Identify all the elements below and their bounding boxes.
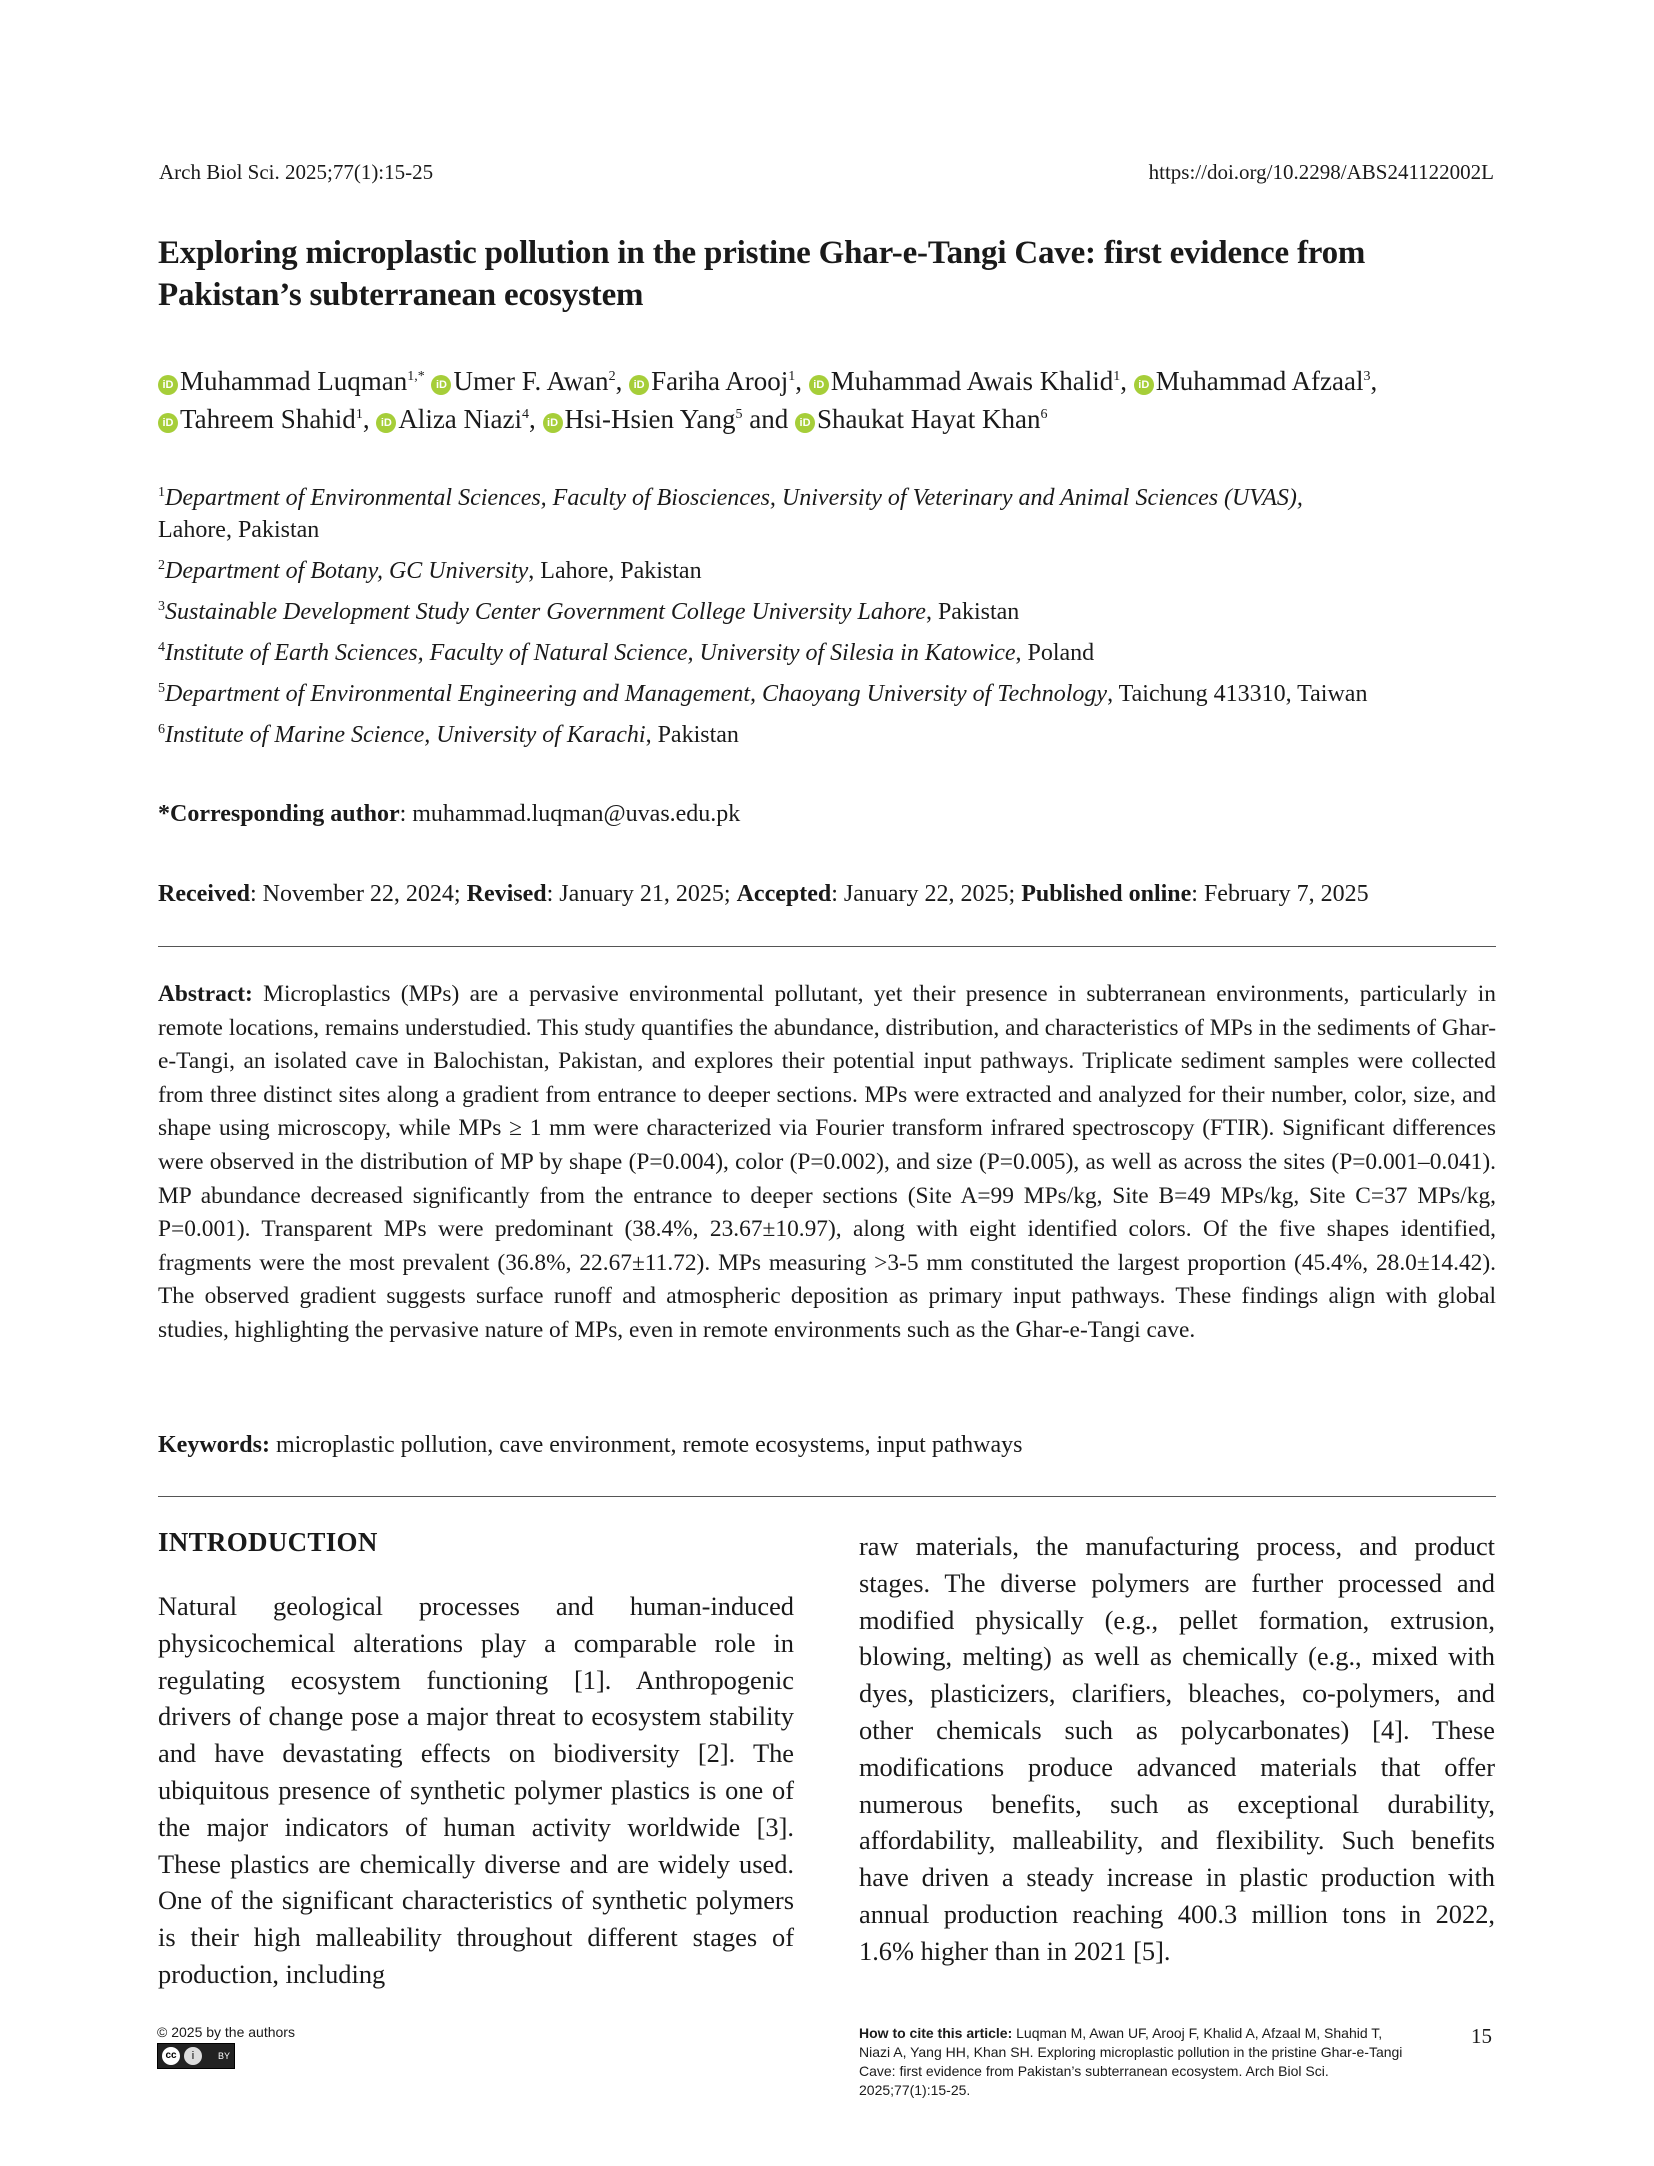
author-entry [809,366,1134,396]
accepted-date: : January 22, 2025; [831,881,1022,907]
doi-link[interactable]: https://doi.org/10.2298/ABS241122002L [1148,160,1494,184]
keywords-label: Keywords: [158,1432,270,1458]
author-name: Umer F. Awan [453,366,609,396]
affiliation-item [158,719,1503,751]
section-heading-introduction: INTRODUCTION [158,1527,378,1557]
affiliation-institution: Department of Botany, GC University [165,558,529,584]
affiliation-location: Lahore, Pakistan [158,517,320,543]
author-affiliation-mark: 5 [735,407,743,422]
author-list [158,362,1503,438]
affiliation-location: , Pakistan [645,722,739,748]
author-name: Tahreem Shahid [180,404,356,434]
author-separator: , [362,404,377,434]
author-separator: , [529,404,543,434]
author-affiliation-mark: 3 [1363,369,1371,384]
affiliation-number: 3 [158,599,165,614]
affiliation-institution: Institute of Earth Sciences, Faculty of Natural Science, University of Silesia in Katowice [165,640,1016,666]
divider-top [158,946,1496,947]
author-affiliation-mark: 1 [788,369,796,384]
citation-note [859,2024,1403,2100]
article-dates [158,881,1369,908]
published-date: : February 7, 2025 [1191,881,1369,907]
revised-date: : January 21, 2025; [546,881,737,907]
revised-label: Revised [466,881,547,907]
affiliation-item [158,555,1503,587]
orcid-icon[interactable]: iD [543,413,563,433]
copyright-notice: © 2025 by the authors [157,2024,295,2040]
journal-reference: Arch Biol Sci. 2025;77(1):15-25 [159,160,434,184]
author-separator: , [615,366,630,396]
affiliation-institution: Department of Environmental Engineering and Management, Chaoyang University of Technology [165,681,1108,707]
orcid-icon[interactable]: iD [795,413,815,433]
affiliation-item [158,596,1503,628]
affiliation-location: , Lahore, Pakistan [528,558,702,584]
author-affiliation-mark: 4 [522,407,530,422]
corresponding-label: *Corresponding author [158,801,400,827]
affiliation-location: , Taichung 413310, Taiwan [1107,681,1368,707]
author-name: Shaukat Hayat Khan [817,404,1041,434]
affiliation-institution: Institute of Marine Science, University of Karachi [165,722,646,748]
orcid-icon[interactable]: iD [809,375,829,395]
author-name: Hsi-Hsien Yang [564,404,736,434]
orcid-icon[interactable]: iD [1134,375,1154,395]
affiliation-location: , Poland [1015,640,1095,666]
orcid-icon[interactable]: iD [158,375,178,395]
orcid-icon[interactable]: iD [431,375,451,395]
author-name: Muhammad Afzaal [1155,366,1364,396]
received-date: : November 22, 2024; [249,881,467,907]
cite-text: Luqman M, Awan UF, Arooj F, Khalid A, Afzaal M, Shahid T, Niazi A, Yang HH, Khan SH. Exploring microplastic pollution in the pristine Ghar-e-Tangi Cave: first evidence from Pakistan’s subterranean ecosystem. Arch Biol Sci. 2025;77(1):15-25. [859,2025,1403,2098]
author-affiliation-mark: 6 [1040,407,1048,422]
author-separator: , [795,366,809,396]
received-label: Received [158,881,250,907]
author-affiliation-mark: 1,* [407,369,425,384]
affiliation-number: 4 [158,640,165,655]
affiliation-item [158,678,1503,710]
author-entry [795,404,1047,434]
affiliation-number: 2 [158,558,165,573]
author-entry [431,366,629,396]
abstract-label: Abstract: [158,981,253,1007]
affiliation-list [158,482,1503,760]
abstract [158,978,1496,1348]
keywords [158,1432,1496,1459]
corresponding-email[interactable]: : muhammad.luqman@uvas.edu.pk [399,801,741,827]
author-entry [543,404,796,434]
accepted-label: Accepted [736,881,832,907]
introduction-column-left: Natural geological processes and human-induced physicochemical alterations play a comparable role in regulating ecosystem functioning [1]. Anthropogenic drivers of change pose a major threat to ecosystem stability and have devastating effects on biodiversity [2]. The ubiquitous presence of synthetic polymer plastics is one of the major indicators of human activity worldwide [3]. These plastics are chemically diverse and are widely used. One of the significant characteristics of synthetic polymers is their high malleability throughout different stages of production, including [158,1591,794,1989]
author-entry [1134,366,1377,396]
attribution-icon: i [184,2047,202,2065]
license-tag: BY [217,2051,230,2061]
affiliation-number: 5 [158,681,165,696]
cc-by-license-badge[interactable] [157,2043,235,2069]
orcid-icon[interactable]: iD [158,413,178,433]
affiliation-item [158,637,1503,669]
page-number: 15 [1471,2024,1492,2048]
author-entry [376,404,542,434]
author-separator: , [1120,366,1134,396]
affiliation-institution: Sustainable Development Study Center Government College University Lahore [165,599,926,625]
affiliation-number: 1 [158,485,165,500]
corresponding-author [158,801,740,828]
author-entry [158,404,376,434]
abstract-text: Microplastics (MPs) are a pervasive environmental pollutant, yet their presence in subterranean environments, particularly in remote locations, remains understudied. This study quantifies the abundance, distribution, and characteristics of MPs in the sediments of Ghar-e-Tangi, an isolated cave in Balochistan, Pakistan, and explores their potential input pathways. Triplicate sediment samples were collected from three distinct sites along a gradient from entrance to deeper sections. MPs were extracted and analyzed for their number, color, size, and shape using microscopy, while MPs ≥ 1 mm were characterized via Fourier transform infrared spectroscopy (FTIR). Significant differences were observed in the distribution of MP by shape (P=0.004), color (P=0.002), and size (P=0.005), as well as across the sites (P=0.001–0.041). MP abundance decreased significantly from the entrance to deeper sections (Site A=99 MPs/kg, Site B=49 MPs/kg, Site C=37 MPs/kg, P=0.001). Transparent MPs were predominant (38.4%, 23.67±10.97), along with eight identified colors. Of the five shapes identified, fragments were the most prevalent (36.8%, 22.67±11.72). MPs measuring >3-5 mm constituted the largest proportion (45.4%, 28.0±14.42). The observed gradient suggests surface runoff and atmospheric deposition as primary input pathways. These findings align with global studies, highlighting the pervasive nature of MPs, even in remote environments such as the Ghar-e-Tangi cave. [158,981,1496,1343]
orcid-icon[interactable]: iD [376,413,396,433]
affiliation-location: , Pakistan [925,599,1020,625]
author-affiliation-mark: 1 [355,407,363,422]
affiliation-number: 6 [158,722,165,737]
author-entry [158,366,431,396]
article-title: Exploring microplastic pollution in the pristine Ghar-e-Tangi Cave: first evidence from Pakistan’s subterranean ecosystem [158,235,1366,313]
author-affiliation-mark: 2 [608,369,616,384]
author-separator: , [1370,366,1378,396]
keywords-text: microplastic pollution, cave environment, remote ecosystems, input pathways [269,1432,1023,1458]
author-affiliation-mark: 1 [1113,369,1121,384]
author-name: Muhammad Awais Khalid [830,366,1114,396]
author-separator: and [742,404,796,434]
affiliation-institution: Department of Environmental Sciences, Faculty of Biosciences, University of Veterinary and Animal Sciences (UVAS), [165,485,1303,511]
cite-label: How to cite this article: [859,2025,1013,2041]
orcid-icon[interactable]: iD [629,375,649,395]
cc-icon: cc [162,2047,180,2065]
author-name: Aliza Niazi [398,404,523,434]
introduction-column-right: raw materials, the manufacturing process, and product stages. The diverse polymers are further processed and modified physically (e.g., pellet formation, extrusion, blowing, melting) as well as chemically (e.g., mixed with dyes, plasticizers, clarifiers, bleaches, co-polymers, and other chemicals such as polycarbonates) [4]. These modifications produce advanced materials that offer numerous benefits, such as exceptional durability, affordability, malleability, and flexibility. Such benefits have driven a steady increase in plastic production with annual production reaching 400.3 million tons in 2022, 1.6% higher than in 2021 [5]. [859,1531,1495,1966]
divider-bottom [158,1496,1496,1497]
author-name: Muhammad Luqman [180,366,408,396]
author-name: Fariha Arooj [651,366,789,396]
published-label: Published online [1021,881,1192,907]
author-entry [629,366,809,396]
affiliation-item [158,482,1503,546]
